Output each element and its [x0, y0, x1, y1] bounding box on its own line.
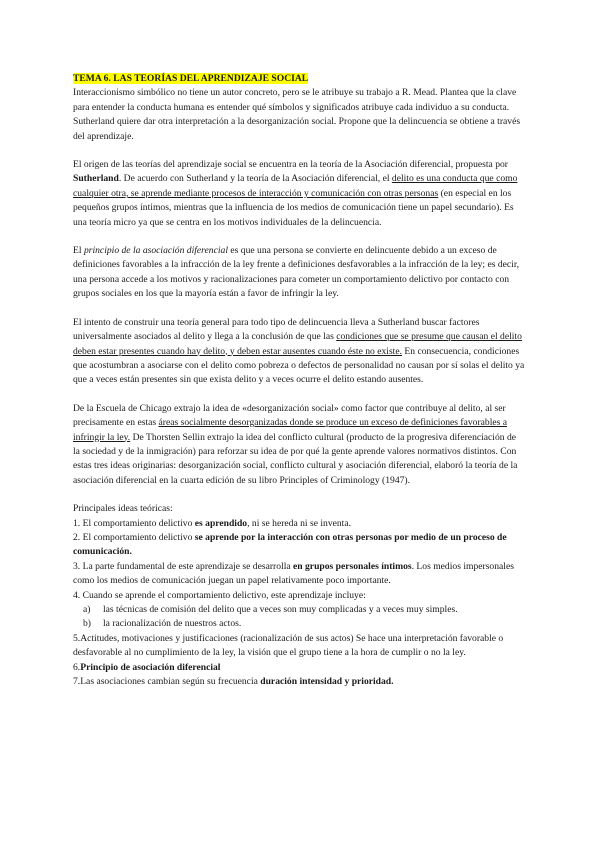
paragraph-interaccionismo: Interaccionismo simbólico no tiene un autor concreto, pero se le atribuye su trabajo a R. Mead. Plantea que la clave para entender la conducta humana es entender qué símbolos y significados atribuye cada individuo a su conducta. Sutherland quiere dar otra interpretación a la desorganización social. Propone que la delincuencia se obtiene a través del aprendizaje. — [73, 87, 521, 142]
list-item: 6.Principio de asociación diferencial — [73, 661, 221, 673]
paragraph-principio: El principio de la asociación diferencial es que una persona se convierte en delincuente debido a un exceso de definiciones favorables a la infracción de la ley frente a definiciones desfavorables a la infracción de la ley; es decir, una persona accede a los motivos y racionalizaciones para cometer un comportamiento delictivo por contacto con grupos sociales en los que la mayoría están a favor de infringir la ley. — [73, 245, 520, 300]
underlined-phrase: delito es una conducta que como cualquier otra, se aprende mediante procesos de interacción y comunicación con otras personas — [73, 173, 518, 199]
ideas-heading: Principales ideas teóricas: — [73, 503, 173, 515]
sub-list-item: a) las técnicas de comisión del delito que a veces son muy complicadas y a veces muy simples. — [83, 604, 458, 615]
list-item: 2. El comportamiento delictivo se aprende por la interacción con otras personas por medio de un proceso de comunicación. — [73, 531, 507, 558]
sub-list-item: b) la racionalización de nuestros actos. — [83, 618, 242, 630]
list-item: 1. El comportamiento delictivo es aprendido, ni se hereda ni se inventa. — [73, 517, 352, 529]
list-item: 5.Actitudes, motivaciones y justificaciones (racionalización de sus actos) Se hace una interpretación favorable o desfavorable al no cumplimiento de la ley, la visión que el grupo tiene a la hora de cumplir o no la ley. — [73, 632, 504, 659]
italic-term: principio de la asociación diferencial — [83, 245, 228, 257]
list-item: 3. La parte fundamental de este aprendizaje se desarrolla en grupos personales íntimos. Los medios impersonales como los medios de comunicación juegan un papel relativamente poco importante. — [73, 560, 514, 587]
paragraph-origen: El origen de las teorías del aprendizaje social se encuentra en la teoría de la Asociación diferencial, propuesta por Sutherland. De acuerdo con Sutherland y la teoría de la Asociación diferencial, el delito es una conducta que como cualquier otra, se aprende mediante procesos de interacción y comunicación con otras personas (en especial en los pequeños grupos íntimos, mientras que la influencia de los medios de comunicación tiene un papel secundario). Es una teoría micro ya que se centra en los motivos individuales de la delincuencia. — [73, 159, 518, 228]
document-page — [73, 72, 525, 689]
list-item: 7.Las asociaciones cambian según su frecuencia duración intensidad y prioridad. — [73, 676, 394, 688]
paragraph-escuela-chicago: De la Escuela de Chicago extrajo la idea de «desorganización social» como factor que contribuye al delito, al ser precisamente en estas áreas socialmente desorganizadas donde se produce un exceso de definiciones favorables a infringir la ley. De Thorsten Sellin extrajo la idea del conflicto cultural (producto de la progresiva diferenciación de la sociedad y de la inmigración) para reforzar su idea de por qué la gente aprende valores normativos distintos. Con estas tres ideas originarias: desorganización social, conflicto cultural y asociación diferencial, elaboró la teoría de la asociación diferencial en la cuarta edición de su libro Principles of Criminology (1947). — [73, 402, 518, 486]
paragraph-teoria-general: El intento de construir una teoría general para todo tipo de delincuencia lleva a Sutherland buscar factores universalmente asociados al delito y llega a la conclusión de que las condiciones que se presume que causan el delito deben estar presentes cuando hay delito, y deben estar ausentes cuando éste no existe. En consecuencia, condiciones que acostumbran a asociarse con el delito como pobreza o defectos de personalidad no causan por sí solas el delito ya que a veces están presentes sin que exista delito y a veces ocurre el delito estando ausentes. — [73, 316, 525, 386]
heading-line — [73, 72, 525, 86]
underlined-phrase: condiciones que se presume que causan el delito deben estar presentes cuando hay delito, y deben estar ausentes cuando éste no existe. — [73, 331, 522, 357]
list-item: 4. Cuando se aprende el comportamiento delictivo, este aprendizaje incluye: — [73, 589, 366, 601]
sutherland-name: Sutherland — [73, 173, 119, 185]
underlined-phrase: áreas socialmente desorganizadas donde se produce un exceso de definiciones favorables a infringir la ley. — [73, 417, 508, 443]
document-title: TEMA 6. LAS TEORÍAS DEL APRENDIZAJE SOCIAL — [73, 73, 309, 84]
